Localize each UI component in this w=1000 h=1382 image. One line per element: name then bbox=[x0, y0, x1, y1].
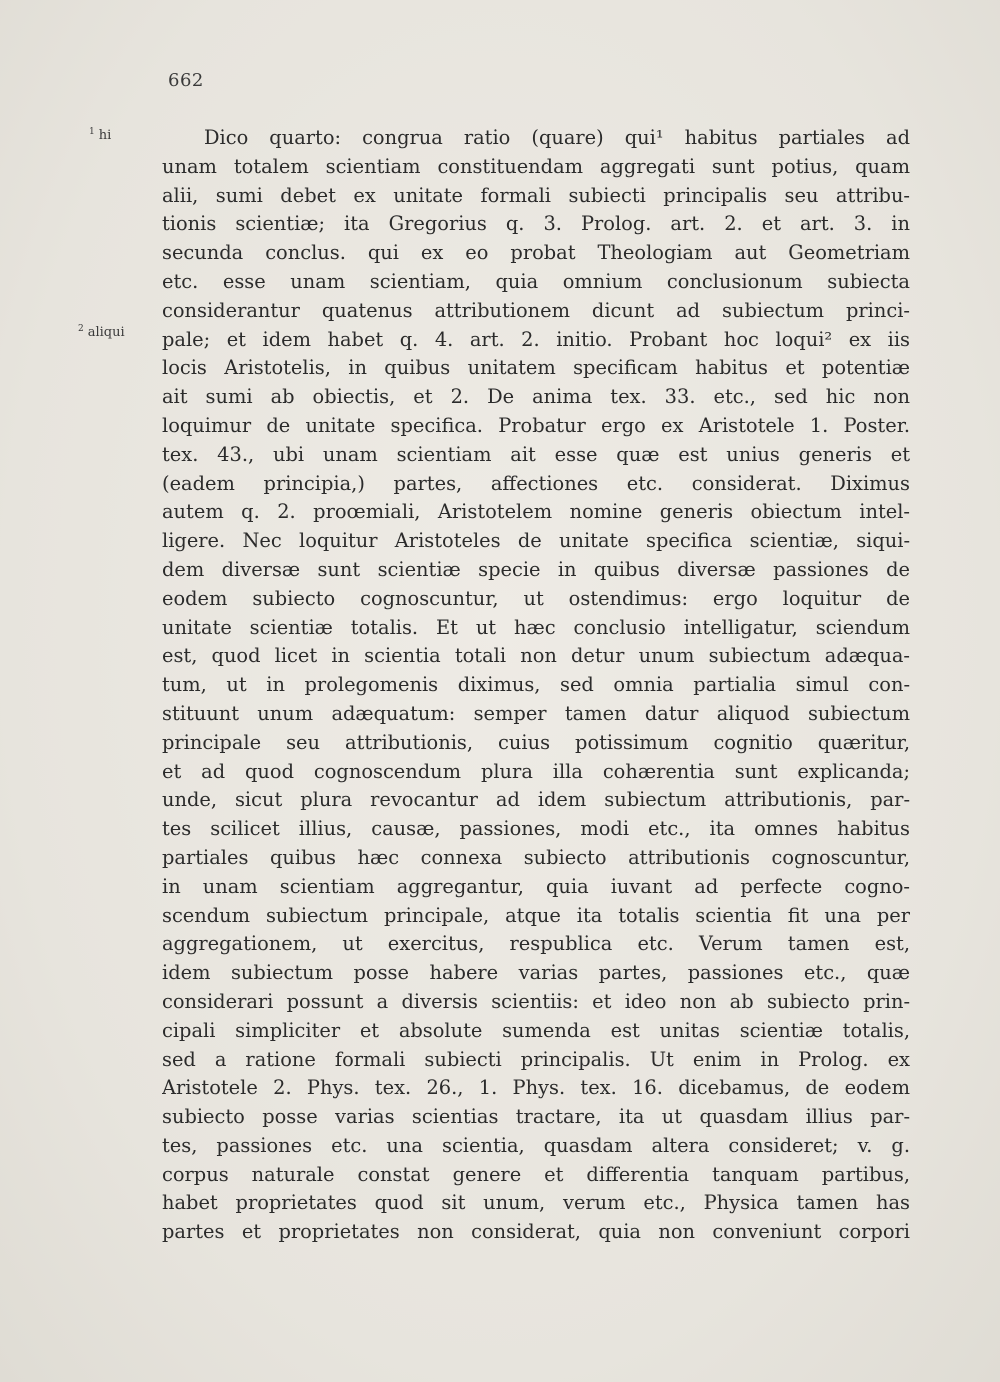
text-line: cipali simpliciter et absolute sumenda est unitas scientiæ totalis, bbox=[162, 1018, 910, 1042]
text-line: alii, sumi debet ex unitate formali subiecti principalis seu attribu- bbox=[162, 183, 910, 207]
text-line: stituunt unum adæquatum: semper tamen datur aliquod subiectum bbox=[162, 701, 910, 725]
text-line: tes, passiones etc. una scientia, quasdam altera consideret; v. g. bbox=[162, 1133, 910, 1157]
text-line: dem diversæ sunt scientiæ specie in quibus diversæ passiones de bbox=[162, 557, 910, 581]
text-line: locis Aristotelis, in quibus unitatem specificam habitus et potentiæ bbox=[162, 356, 910, 380]
text-line: ait sumi ab obiectis, et 2. De anima tex. 33. etc., sed hic non bbox=[162, 385, 910, 409]
text-line: tum, ut in prolegomenis diximus, sed omnia partialia simul con- bbox=[162, 673, 910, 697]
text-line: loquimur de unitate specifica. Probatur ergo ex Aristotele 1. Poster. bbox=[162, 413, 910, 437]
text-line: scendum subiectum principale, atque ita totalis scientia fit una per bbox=[162, 903, 910, 927]
margin-note-1 bbox=[89, 128, 111, 143]
text-line: Dico quarto: congrua ratio (quare) qui¹ habitus partiales ad bbox=[204, 126, 910, 149]
text-line: tes scilicet illius, causæ, passiones, modi etc., ita omnes habitus bbox=[162, 817, 910, 841]
text-line: secunda conclus. qui ex eo probat Theologiam aut Geometriam bbox=[162, 241, 910, 265]
text-line: et ad quod cognoscendum plura illa cohærentia sunt explicanda; bbox=[162, 759, 910, 783]
margin-note-text: hi bbox=[98, 128, 112, 143]
text-line: unam totalem scientiam constituendam aggregati sunt potius, quam bbox=[162, 154, 910, 178]
text-line: Aristotele 2. Phys. tex. 26., 1. Phys. tex. 16. dicebamus, de eodem bbox=[162, 1076, 910, 1100]
text-line: subiecto posse varias scientias tractare, ita ut quasdam illius par- bbox=[162, 1105, 910, 1129]
text-line: habet proprietates quod sit unum, verum etc., Physica tamen has bbox=[162, 1191, 910, 1215]
text-line: ligere. Nec loquitur Aristoteles de unitate specifica scientiæ, siqui- bbox=[162, 529, 910, 553]
text-line: partiales quibus hæc connexa subiecto attributionis cognoscuntur, bbox=[162, 845, 910, 869]
text-line: corpus naturale constat genere et differentia tanquam partibus, bbox=[162, 1162, 910, 1186]
text-line: sed a ratione formali subiecti principalis. Ut enim in Prolog. ex bbox=[162, 1047, 910, 1071]
margin-note-text: aliqui bbox=[87, 325, 125, 340]
text-line: autem q. 2. proœmiali, Aristotelem nomine generis obiectum intel- bbox=[162, 500, 910, 524]
text-line: pale; et idem habet q. 4. art. 2. initio. Probant hoc loqui² ex iis bbox=[162, 327, 910, 351]
text-line: in unam scientiam aggregantur, quia iuvant ad perfecte cogno- bbox=[162, 874, 910, 898]
text-line: etc. esse unam scientiam, quia omnium conclusionum subiecta bbox=[162, 269, 910, 293]
text-line: eodem subiecto cognoscuntur, ut ostendimus: ergo loquitur de bbox=[162, 586, 910, 610]
text-line: (eadem principia,) partes, affectiones etc. considerat. Diximus bbox=[162, 471, 910, 495]
text-line: unde, sicut plura revocantur ad idem subiectum attributionis, par- bbox=[162, 788, 910, 812]
text-line: partes et proprietates non considerat, quia non conveniunt corpori bbox=[162, 1220, 910, 1244]
text-line: idem subiectum posse habere varias partes, passiones etc., quæ bbox=[162, 961, 910, 985]
text-line: considerari possunt a diversis scientiis: et ideo non ab subiecto prin- bbox=[162, 989, 910, 1013]
text-line: tionis scientiæ; ita Gregorius q. 3. Prolog. art. 2. et art. 3. in bbox=[162, 212, 910, 236]
text-line: aggregationem, ut exercitus, respublica etc. Verum tamen est, bbox=[162, 932, 910, 956]
margin-note-ref: 2 bbox=[78, 323, 84, 334]
margin-note-2 bbox=[78, 325, 125, 340]
text-line: considerantur quatenus attributionem dicunt ad subiectum princi- bbox=[162, 298, 910, 322]
text-line: tex. 43., ubi unam scientiam ait esse quæ est unius generis et bbox=[162, 442, 910, 466]
margin-note-ref: 1 bbox=[89, 126, 95, 137]
body-text bbox=[162, 124, 910, 1247]
text-line: est, quod licet in scientia totali non detur unum subiectum adæqua- bbox=[162, 644, 910, 668]
text-line: principale seu attributionis, cuius potissimum cognitio quæritur, bbox=[162, 730, 910, 754]
text-line: unitate scientiæ totalis. Et ut hæc conclusio intelligatur, sciendum bbox=[162, 615, 910, 639]
page-number: 662 bbox=[168, 70, 204, 91]
